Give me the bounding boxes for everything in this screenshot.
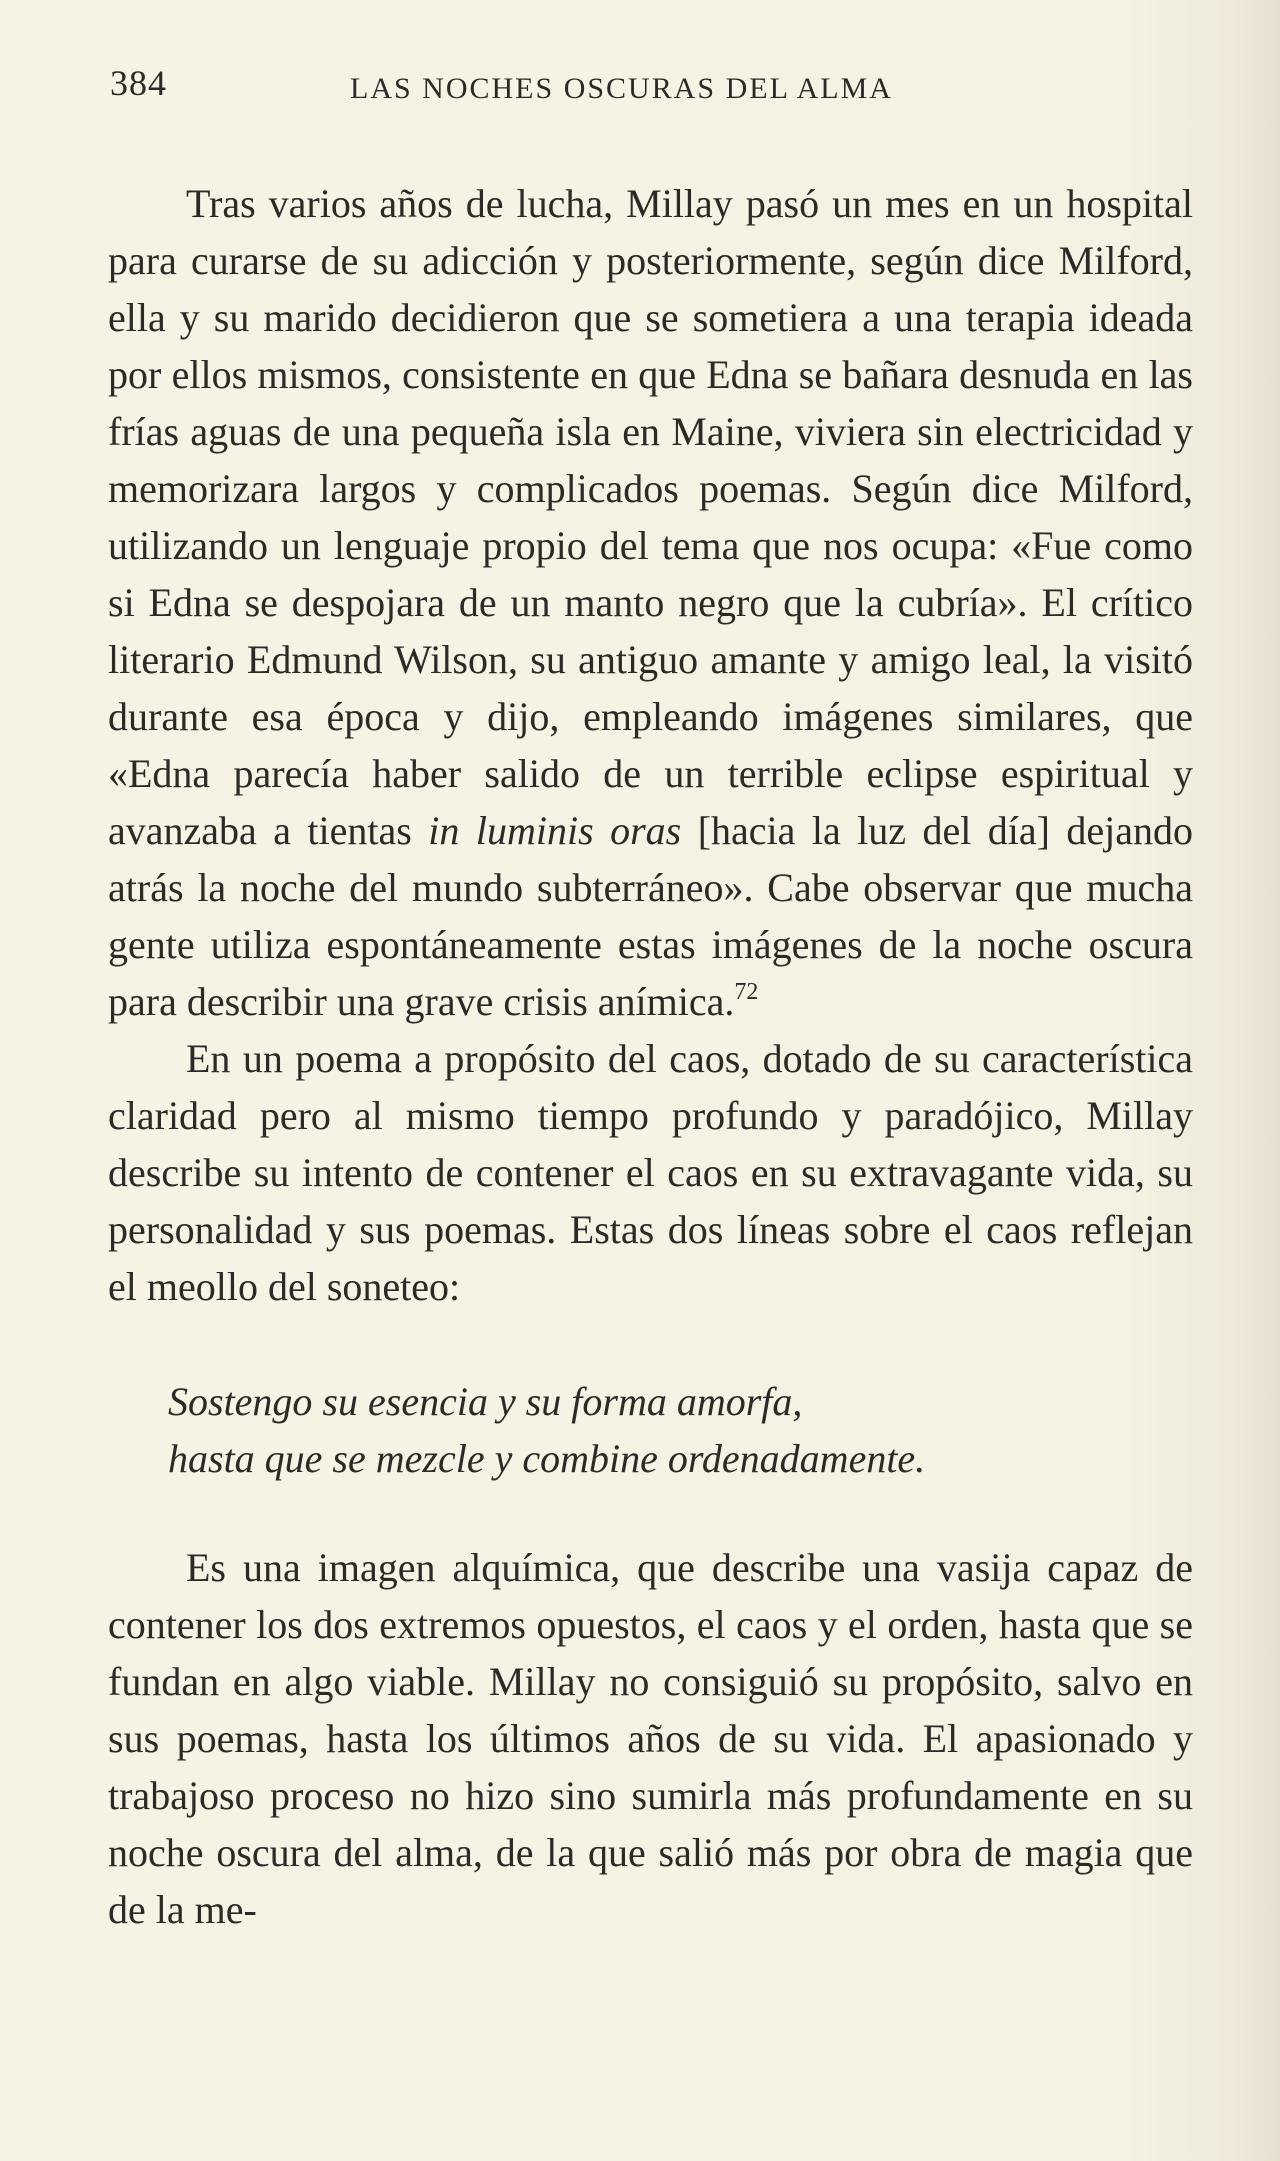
paragraph-1-text: Tras varios años de lucha, Millay pasó un mes en un hospital para curarse de su adicción y posteriormente, según dice Milford, ella y su marido decidieron que se sometiera a una terapia ideada por ellos mismos, consistente en que Edna se bañara desnuda en las frías aguas de una pequeña isla en Maine, viviera sin electricidad y memorizara largos y complicados poemas. Según dice Milford, utilizando un lenguaje propio del tema que nos ocupa: «Fue como si Edna se despojara de un manto negro que la cubría». El crítico literario Edmund Wilson, su antiguo amante y amigo leal, la visitó durante esa época y dijo, empleando imágenes similares, que «Edna parecía haber salido de un terrible eclipse espiritual y avanzaba a tientas (108, 181, 1193, 853)
verse-line-1: Sostengo su esencia y su forma amorfa, (168, 1379, 803, 1424)
latin-phrase: in luminis oras (428, 808, 682, 853)
page-header (110, 62, 1190, 112)
paragraph-1-text-continued: [hacia la luz del día] dejando atrás la noche del mundo subterráneo». Cabe observar que mucha gente utiliza espontáneamente estas imágenes de la noche oscura para describir una grave crisis anímica. (108, 808, 1194, 1024)
paragraph-3: Es una imagen alquímica, que describe una vasija capaz de contener los dos extremos opuestos, el caos y el orden, hasta que se fundan en algo viable. Millay no consiguió su propósito, salvo en sus poemas, hasta los últimos años de su vida. El apasionado y trabajoso proceso no hizo sino sumirla más profundamente en su noche oscura del alma, de la que salió más por obra de magia que de la me- (108, 1545, 1193, 1932)
running-head: LAS NOCHES OSCURAS DEL ALMA (350, 72, 893, 105)
body-text (108, 175, 1193, 1938)
footnote-marker: 72 (734, 979, 759, 1005)
page-number: 384 (110, 63, 167, 103)
verse-line-2: hasta que se mezcle y combine ordenadamente. (168, 1436, 926, 1481)
paragraph-1 (108, 175, 1193, 1030)
verse-quote (168, 1373, 1193, 1487)
paragraph-2: En un poema a propósito del caos, dotado de su característica claridad pero al mismo tiempo profundo y paradójico, Millay describe su intento de contener el caos en su extravagante vida, su personalidad y sus poemas. Estas dos líneas sobre el caos reflejan el meollo del soneteo: (108, 1036, 1193, 1309)
